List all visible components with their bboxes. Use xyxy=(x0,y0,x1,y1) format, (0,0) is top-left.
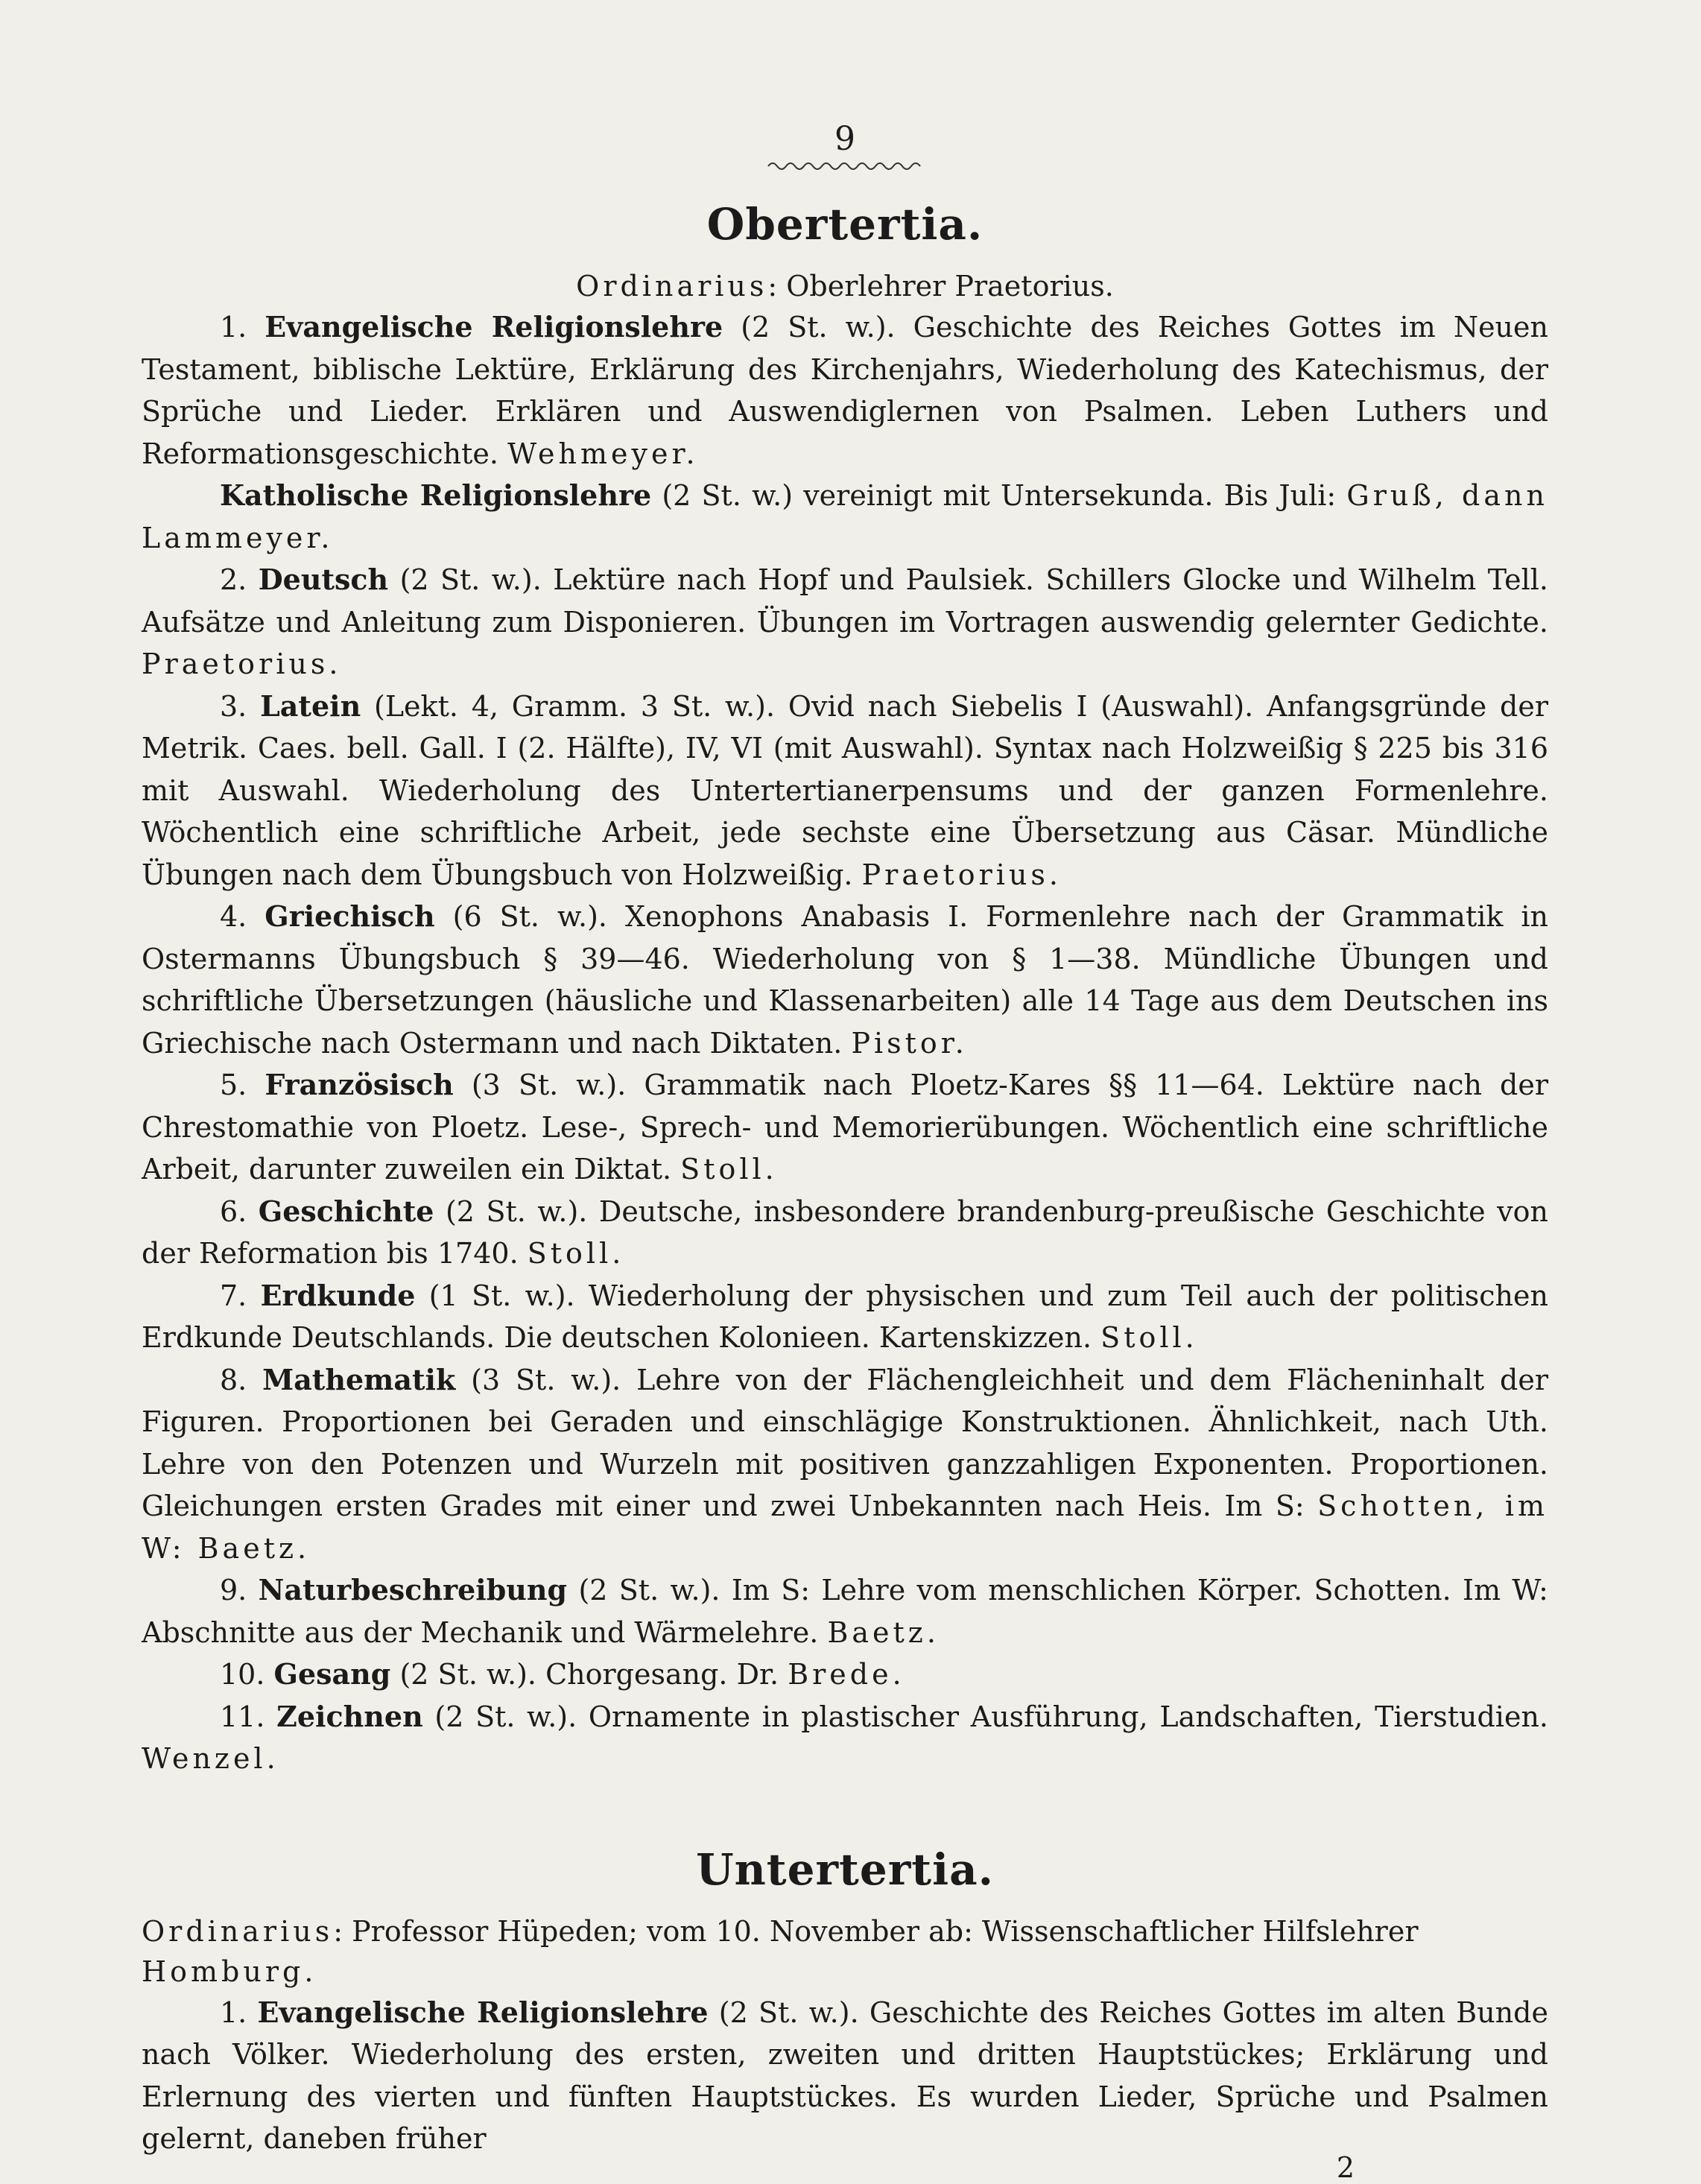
entry-subject: Mathematik xyxy=(262,1362,456,1396)
entry-teacher: Stoll. xyxy=(1100,1321,1198,1354)
subject-entry xyxy=(142,686,1548,896)
ordinarius-text: : Oberlehrer Praetorius. xyxy=(767,270,1114,303)
subject-entry xyxy=(142,1064,1548,1191)
ordinarius-label: Ordinarius xyxy=(576,270,768,303)
subject-entry xyxy=(142,1275,1548,1359)
entry-subject: Französisch xyxy=(265,1068,454,1101)
entry-subject: Erdkunde xyxy=(260,1278,416,1312)
entry-text: (1 St. w.). Wiederholung der physischen und zum Teil auch der politischen Erdkunde Deutschlands. Die deutschen Kolonieen. Kartenskizzen. xyxy=(142,1279,1548,1354)
entry-subject: Griechisch xyxy=(265,899,435,933)
entry-number: 1. xyxy=(220,311,247,344)
subject-entry xyxy=(142,306,1548,475)
entry-text: (2 St. w.). Lektüre nach Hopf und Paulsiek. Schillers Glocke und Wilhelm Tell. Aufsätze und Anleitung zum Disponieren. Übungen im Vortragen auswendig gelernter Gedichte. xyxy=(142,563,1548,639)
entry-teacher: Praetorius. xyxy=(142,648,342,680)
subject-entry xyxy=(142,1569,1548,1653)
section-title-obertertia: Obertertia. xyxy=(706,199,983,250)
entry-subject: Naturbeschreibung xyxy=(258,1573,568,1607)
entry-text: (6 St. w.). Xenophons Anabasis I. Formenlehre nach der Grammatik in Ostermanns Übungsbuch § 39—46. Wiederholung von § 1—38. Mündliche Übungen und schriftliche Übersetzungen (häusliche und Klassenarbeiten) alle 14 Tage aus dem Deutschen ins Griechische nach Ostermann und nach Diktaten. xyxy=(142,900,1548,1060)
entry-number: 6. xyxy=(220,1194,247,1228)
entry-text: (2 St. w.). Geschichte des Reiches Gottes im alten Bunde nach Völker. Wiederholung des ersten, zweiten und dritten Hauptstückes; Erklärung und Erlernung des vierten und fünften Hauptstückes. Es wurden Lieder, Sprüche und Psalmen gelernt, daneben früher xyxy=(142,1995,1548,2155)
entry-text: (2 St. w.). Chorgesang. Dr. xyxy=(390,1658,788,1691)
entry-subject: Gesang xyxy=(273,1657,391,1691)
entry-number: 11. xyxy=(220,1700,265,1733)
subject-entry xyxy=(142,1191,1548,1275)
entry-teacher: Praetorius. xyxy=(861,858,1062,891)
entry-text: (2 St. w.). Geschichte des Reiches Gottes im Neuen Testament, biblische Lektüre, Erklärung des Kirchenjahrs, Wiederholung des Katechismus, der Sprüche und Lieder. Erklären und Auswendiglernen von Psalmen. Leben Luthers und Reformationsgeschichte. xyxy=(142,311,1548,470)
entry-teacher: Brede. xyxy=(788,1658,905,1691)
subject-entry xyxy=(142,1359,1548,1570)
entry-text: (2 St. w.). Im S: Lehre vom menschlichen Körper. Schotten. Im W: Abschnitte aus der Mechanik und Wärmelehre. xyxy=(142,1574,1548,1649)
entry-number: 9. xyxy=(220,1574,247,1607)
entry-text: (2 St. w.). Ornamente in plastischer Ausführung, Landschaften, Tierstudien. xyxy=(422,1700,1548,1733)
entry-subject: Katholische Religionslehre xyxy=(220,478,652,512)
entry-teacher: Wehmeyer. xyxy=(507,437,699,470)
entry-number: 2. xyxy=(220,563,247,596)
entry-text: (3 St. w.). Grammatik nach Ploetz-Kares §§ 11—64. Lektüre nach der Chrestomathie von Ploetz. Lese-, Sprech- und Memorierübungen. Wöchentlich eine schriftliche Arbeit, darunter zuweilen ein Diktat. xyxy=(142,1069,1548,1186)
entry-teacher: Stoll. xyxy=(527,1237,625,1270)
subject-entry xyxy=(142,1992,1548,2160)
signature-mark: 2 xyxy=(1336,2150,1355,2184)
entry-subject: Geschichte xyxy=(258,1194,434,1228)
page-number: 9 xyxy=(834,120,855,158)
ornament-divider xyxy=(767,160,923,171)
ordinarius-line-untertertia xyxy=(142,1911,1548,1992)
entry-subject: Zeichnen xyxy=(276,1699,423,1733)
ordinarius-line-obertertia xyxy=(142,266,1548,306)
entry-number: 8. xyxy=(220,1363,247,1396)
entry-teacher: Schotten, im W: Baetz. xyxy=(142,1490,1549,1565)
entry-teacher: Baetz. xyxy=(827,1615,940,1649)
subject-entry xyxy=(142,559,1548,686)
entry-subject: Deutsch xyxy=(258,563,389,596)
entry-text: (3 St. w.). Lehre von der Flächengleichheit und dem Flächeninhalt der Figuren. Proportionen bei Geraden und einschlägige Konstruktionen. Ähnlichkeit, nach Uth. Lehre von den Potenzen und Wurzeln mit positiven ganzzahligen Exponenten. Proportionen. Gleichungen ersten Grades mit einer und zwei Unbekannten nach Heis. Im S: xyxy=(142,1363,1548,1522)
entry-number: 7. xyxy=(220,1279,247,1312)
subject-entry xyxy=(142,1653,1548,1696)
obertertia-entries xyxy=(142,306,1548,1780)
entry-text: (2 St. w.) vereinigt mit Untersekunda. Bis Juli: xyxy=(651,479,1347,512)
entry-subject: Evangelische Religionslehre xyxy=(257,1995,709,2029)
entry-number: 3. xyxy=(220,689,247,723)
subject-entry xyxy=(142,896,1548,1064)
subject-entry xyxy=(142,1696,1548,1780)
section-title-untertertia: Untertertia. xyxy=(696,1843,994,1895)
entry-teacher: Wenzel. xyxy=(142,1742,279,1775)
entry-teacher: Gruß, dann Lammeyer. xyxy=(142,479,1548,554)
entry-subject: Latein xyxy=(260,689,361,723)
entry-number: 10. xyxy=(220,1658,265,1691)
entry-subject: Evangelische Religionslehre xyxy=(265,310,723,344)
untertertia-entries xyxy=(142,1992,1548,2160)
ordinarius-text: : Professor Hüpeden; vom 10. November ab: Wissenschaftlicher Hilfslehrer xyxy=(333,1914,1419,1948)
document-page xyxy=(142,120,1549,2184)
entry-text: (2 St. w.). Deutsche, insbesondere brandenburg-preußische Geschichte von der Reformation bis 1740. xyxy=(142,1194,1548,1270)
entry-teacher: Pistor. xyxy=(851,1026,968,1060)
subject-entry xyxy=(142,475,1548,559)
ordinarius-teacher: Homburg. xyxy=(142,1954,317,1988)
entry-number: 5. xyxy=(220,1069,247,1101)
entry-number: 4. xyxy=(220,900,247,933)
entry-text: (Lekt. 4, Gramm. 3 St. w.). Ovid nach Siebelis I (Auswahl). Anfangsgründe der Metrik. Caes. bell. Gall. I (2. Hälfte), IV, VI (mit Auswahl). Syntax nach Holzweißig § 225 bis 316 mit Auswahl. Wiederholung des Untertertianerpensums und der ganzen Formenlehre. Wöchentlich eine schriftliche Arbeit, jede sechste eine Übersetzung aus Cäsar. Mündliche Übungen nach dem Übungsbuch von Holzweißig. xyxy=(142,689,1548,891)
entry-number: 1. xyxy=(220,1995,247,2029)
entry-teacher: Stoll. xyxy=(680,1153,778,1186)
ordinarius-label: Ordinarius xyxy=(142,1914,334,1948)
